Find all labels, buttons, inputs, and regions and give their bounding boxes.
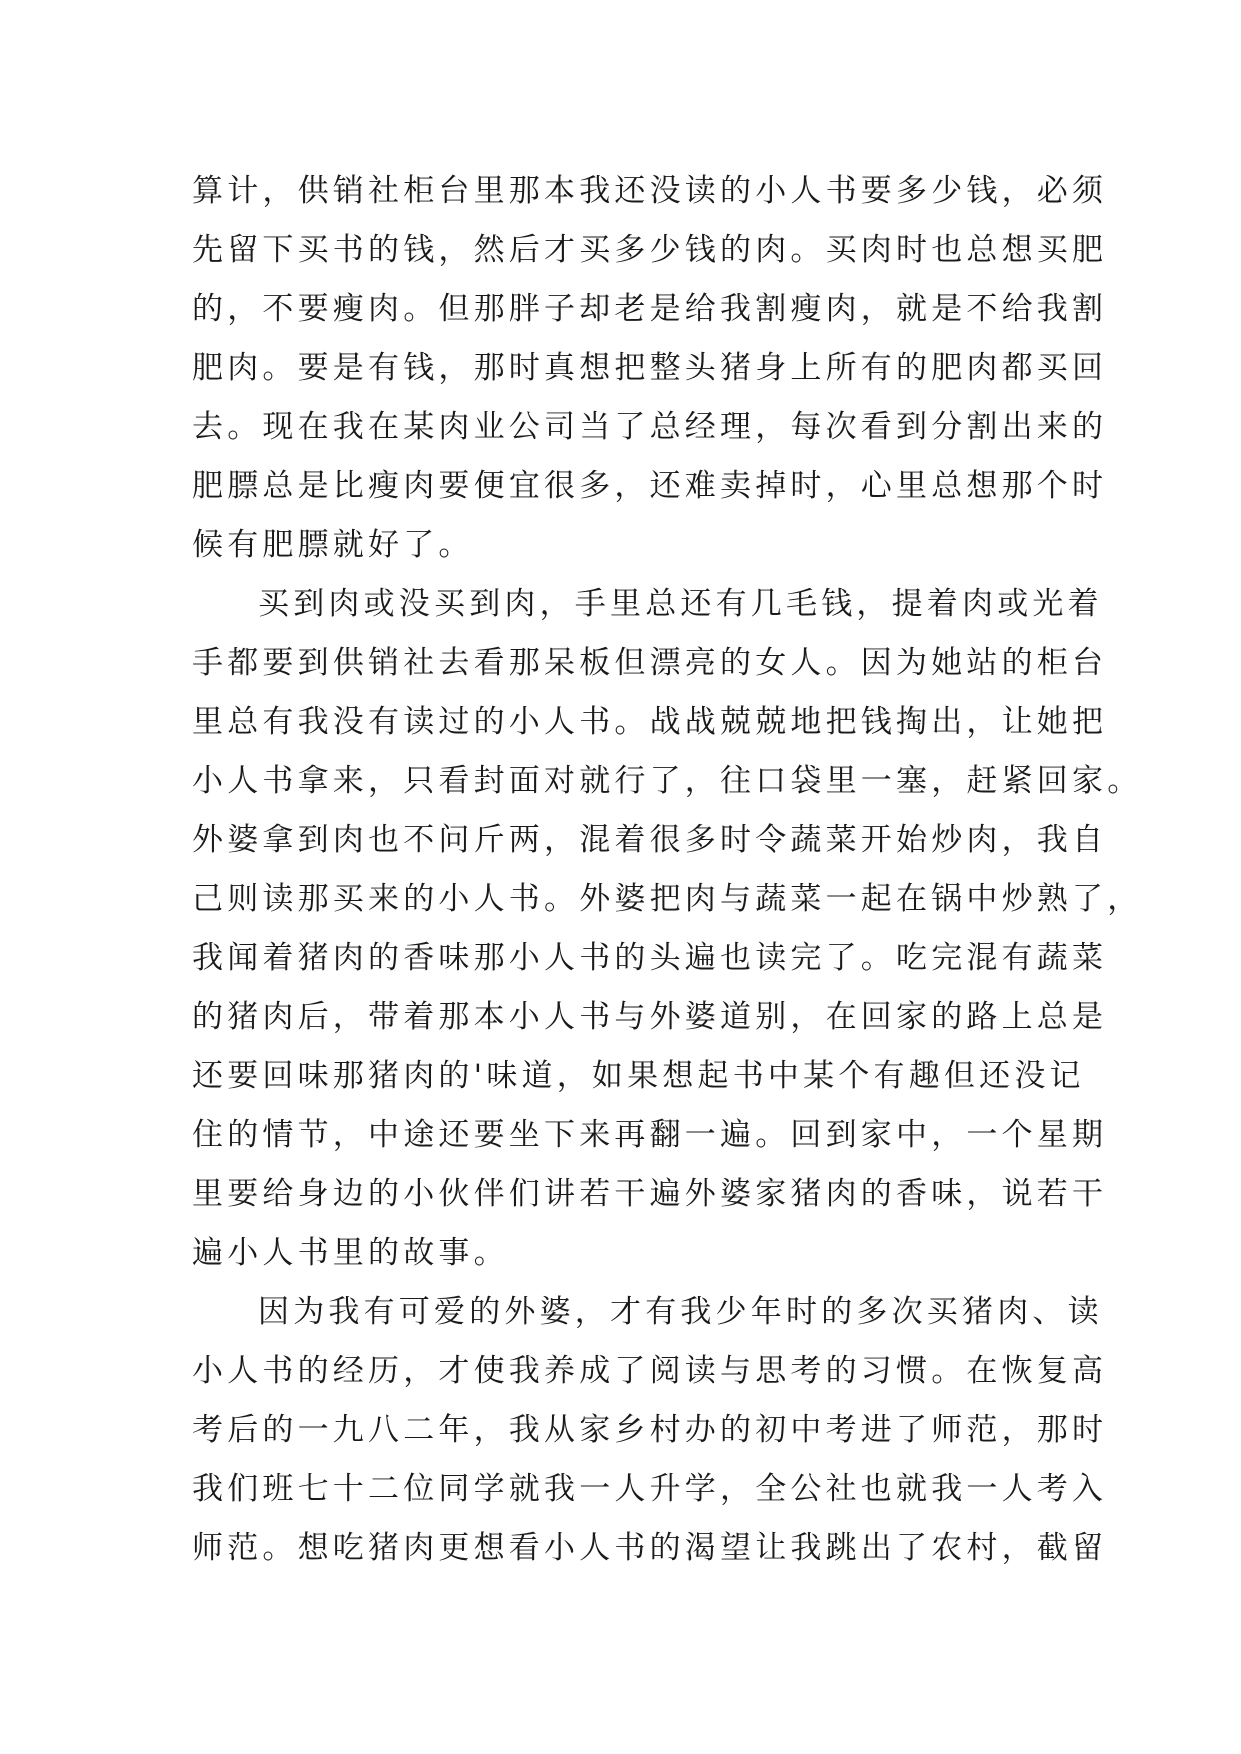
text-line: 我们班七十二位同学就我一人升学，全公社也就我一人考入 [192,1471,1108,1507]
text-line: 肥膘总是比瘦肉要便宜很多，还难卖掉时，心里总想那个时 [192,468,1108,504]
text-line: 的，不要瘦肉。但那胖子却老是给我割瘦肉，就是不给我割 [192,291,1108,327]
body-text [192,162,1143,1578]
text-line: 候有肥膘就好了。 [192,527,474,563]
text-line: 遍小人书里的故事。 [192,1235,509,1271]
text-line: 住的情节，中途还要坐下来再翻一遍。回到家中，一个星期 [192,1117,1108,1153]
text-line: 还要回味那猪肉的'味道，如果想起书中某个有趣但还没记 [192,1058,1085,1094]
text-line: 先留下买书的钱，然后才买多少钱的肉。买肉时也总想买肥 [192,232,1108,268]
paragraph-2 [192,575,1143,1283]
text-line: 去。现在我在某肉业公司当了总经理，每次看到分割出来的 [192,409,1108,445]
text-line: 考后的一九八二年，我从家乡村办的初中考进了师范，那时 [192,1412,1108,1448]
paragraph-3 [192,1283,1108,1578]
text-line: 的猪肉后，带着那本小人书与外婆道别，在回家的路上总是 [192,999,1108,1035]
text-line: 我闻着猪肉的香味那小人书的头遍也读完了。吃完混有蔬菜 [192,940,1108,976]
text-line: 因为我有可爱的外婆，才有我少年时的多次买猪肉、读 [258,1294,1103,1330]
text-line: 手都要到供销社去看那呆板但漂亮的女人。因为她站的柜台 [192,645,1108,681]
text-line: 算计，供销社柜台里那本我还没读的小人书要多少钱，必须 [192,173,1108,209]
text-line: 里总有我没有读过的小人书。战战兢兢地把钱掏出，让她把 [192,704,1108,740]
text-line: 师范。想吃猪肉更想看小人书的渴望让我跳出了农村，截留 [192,1530,1108,1566]
paragraph-1 [192,162,1108,575]
text-line: 己则读那买来的小人书。外婆把肉与蔬菜一起在锅中炒熟了， [192,881,1143,917]
text-line: 里要给身边的小伙伴们讲若干遍外婆家猪肉的香味，说若干 [192,1176,1108,1212]
text-line: 小人书的经历，才使我养成了阅读与思考的习惯。在恢复高 [192,1353,1108,1389]
text-line: 外婆拿到肉也不问斤两，混着很多时令蔬菜开始炒肉，我自 [192,822,1108,858]
text-line: 小人书拿来，只看封面对就行了，往口袋里一塞，赶紧回家。 [192,763,1143,799]
text-line: 肥肉。要是有钱，那时真想把整头猪身上所有的肥肉都买回 [192,350,1108,386]
text-line: 买到肉或没买到肉，手里总还有几毛钱，提着肉或光着 [258,586,1103,622]
